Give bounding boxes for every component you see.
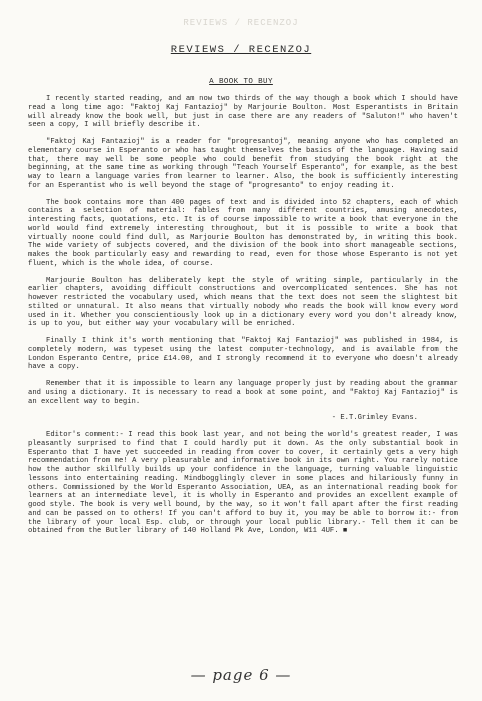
paragraph-5: Finally I think it's worth mentioning that "Faktoj Kaj Fantazioj" was published in 1984, is completely modern, was typeset using the latest computer-technology, and is available from the London Esperanto Centre, price £14.00, and I strongly recommend it to everyone who doesn't already have a copy. [28, 337, 458, 372]
paragraph-6: Remember that it is impossible to learn any language properly just by reading about the grammar and using a dictionary. It is necessary to read a book at some point, and "Faktoj Kaj Fantazioj" is an excellent way to begin. [28, 380, 458, 406]
section-heading-text: REVIEWS / RECENZOJ [170, 44, 312, 56]
paragraph-1: I recently started reading, and am now two thirds of the way though a book which I should have read a long time ago: "Faktoj Kaj Fantazioj" by Marjourie Boulton. Most Esperantists in Britain will already know the book well, but just in case there are any readers of "Saluton!" who haven't seen a copy, I will briefly describe it. [28, 95, 458, 130]
paragraph-4: Marjourie Boulton has deliberately kept the style of writing simple, particularly in the earlier chapters, avoiding difficult constructions and overcomplicated sentences. She has not however restricted the vocabulary used, which means that the text does not seem the slightest bit stilted or unnatural. It also means that virtually nobody who reads the book will know every word used in it. Whether you conscientiously look up in a dictionary every word you don't already know, is up to you, but either way your vocabulary will be enriched. [28, 276, 458, 329]
editor-comment: Editor's comment:- I read this book last year, and not being the world's greatest reader, I was pleasantly surprised to find that I could hardly put it down. As the only substantial book in Esperanto that I have yet succeeded in reading from cover to cover, it certainly gets a very high recommendation from me! A very pleasurable and informative book in its own right. You rarely notice how the author skillfully builds up your confidence in the language, turning valuable linguistic lessons into entertaining reading. Mindbogglingly clever in some places and hilariously funny in others. Commissioned by the World Esperanto Association, UEA, as an international reading book for learners at an intermediate level, it is wholly in Esperanto and provides an excellent example of good style. The book is very well bound, by the way, so it won't fall apart after the first reading and can be passed on to others! If you can't afford to buy it, you may be able to borrow it:- from the library of your local Esp. club, or through your local public library.- Tell them it can be obtained from the Butler library of 140 Holland Pk Ave, London, W11 4UF. ■ [28, 431, 458, 536]
article-title-text: A BOOK TO BUY [209, 78, 273, 86]
show-through-header: REVIEWS / RECENZOJ [183, 18, 299, 28]
section-heading [0, 44, 482, 56]
page-number: — page 6 — [190, 666, 292, 684]
author-signature: - E.T.Grimley Evans. [331, 414, 418, 423]
article-title [0, 78, 482, 86]
paragraph-2: "Faktoj Kaj Fantazioj" is a reader for "progresantoj", meaning anyone who has completed an elementary course in Esperanto or who has taught themselves the basics of the language. Having said that, there may well be some people who could benefit from studying the book right at the beginning, at the same time as working through "Teach Yourself Esperanto", for example, as the best way to learn a language varies from learner to learner. Also, the book is sufficiently interesting for an Esperantist who is well beyond the stage of "progresanto" to enjoy reading it. [28, 138, 458, 190]
article-body [28, 95, 458, 544]
paragraph-3: The book contains more than 400 pages of text and is divided into 52 chapters, each of which contains a selection of material: fables from many different countries, amusing anecdotes, interesting facts, quotations, etc. It is of course impossible to write a book that everyone in the world would find extremely interesting throughout, but it is possible to write a book that virtually noone could find dull, as Marjourie Boulton has demonstrated by, in writing this book. The wide variety of subjects covered, and the division of the book into short manageable sections, makes the book particularly easy and rewarding to read, even for those whose Esperanto is not yet fluent, which is the whole idea, of course. [28, 198, 458, 268]
